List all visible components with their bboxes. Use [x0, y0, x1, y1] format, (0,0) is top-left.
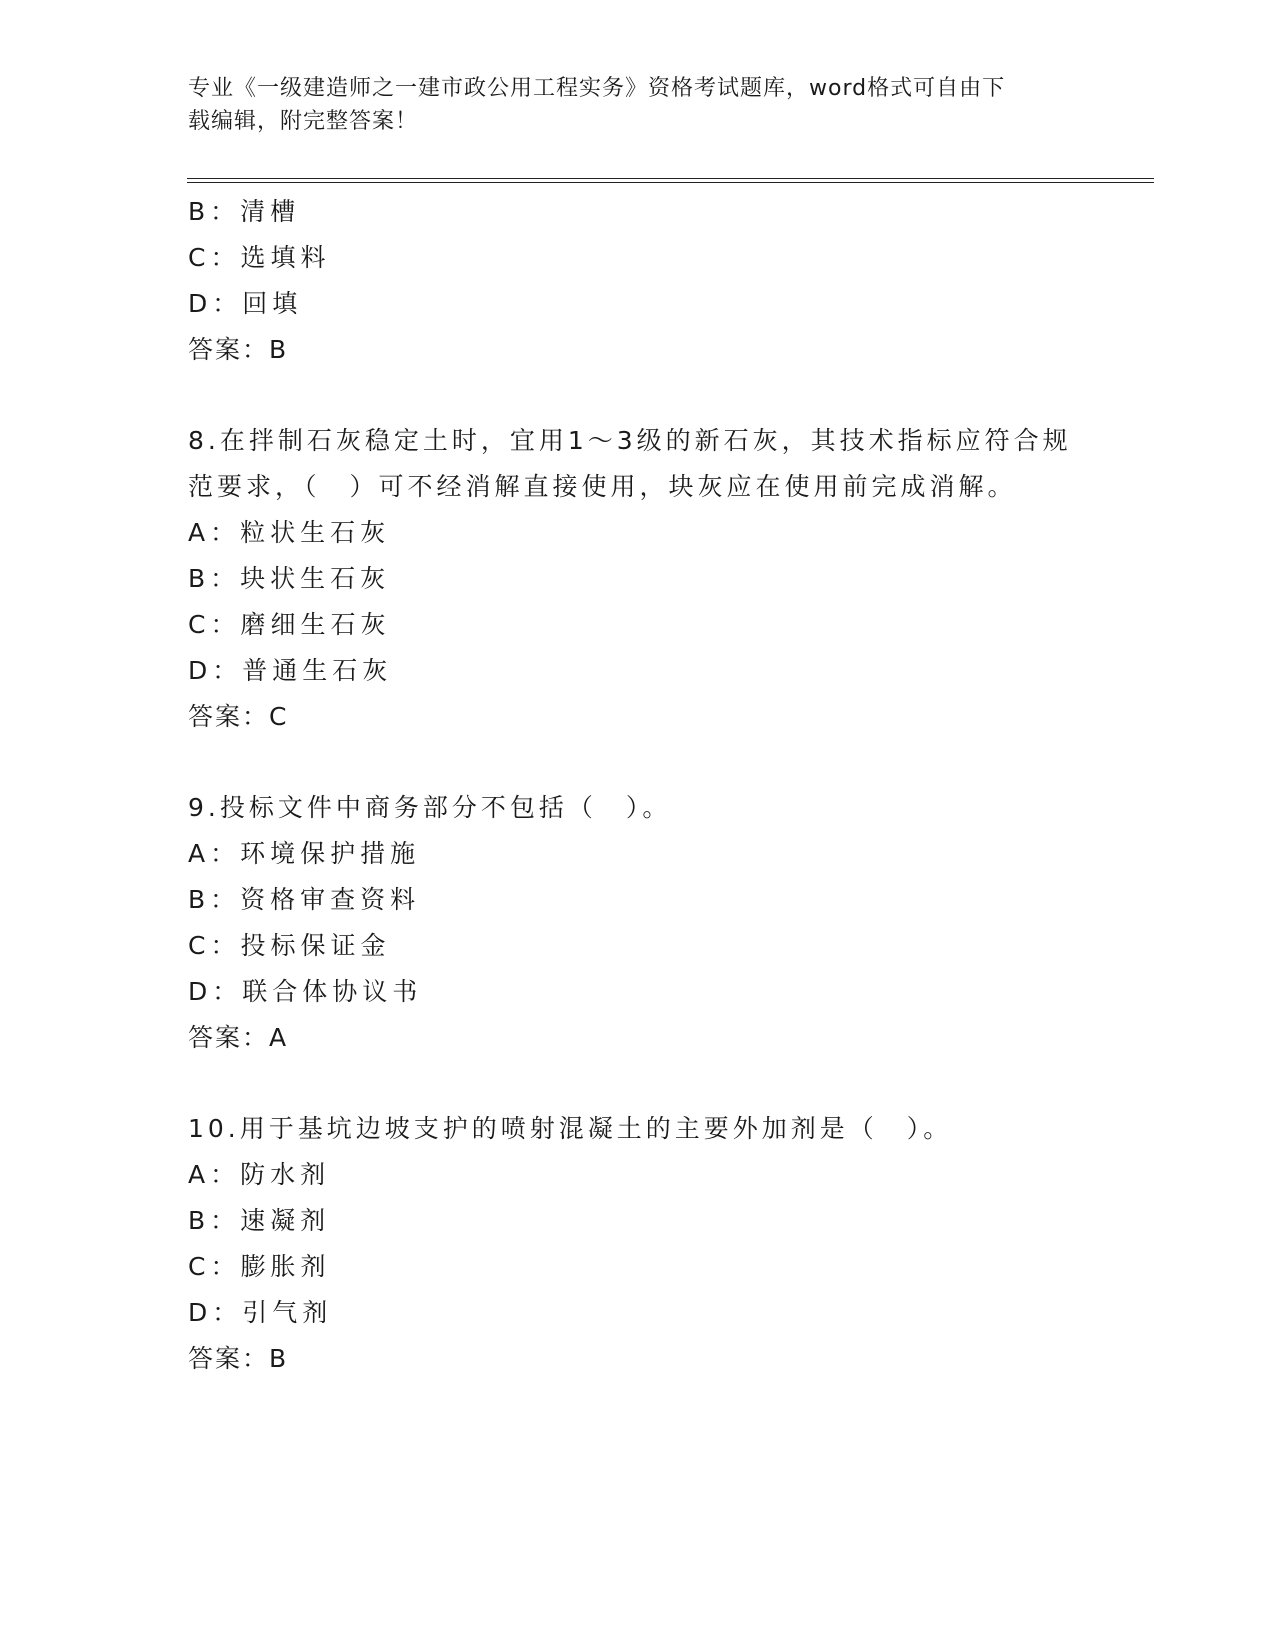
- document-header: [188, 72, 1068, 138]
- q8-option-d: D：普通生石灰: [188, 656, 393, 685]
- header-line-2: 载编辑，附完整答案！: [188, 109, 419, 134]
- question-7-continued: [188, 189, 1148, 373]
- q8-option-b: B：块状生石灰: [188, 564, 391, 593]
- spacer: [188, 373, 1148, 418]
- q8-stem-line-2: 范要求，（ ）可不经消解直接使用，块灰应在使用前完成消解。: [188, 472, 1017, 501]
- header-divider-top: [187, 178, 1154, 179]
- question-9: [188, 785, 1148, 1061]
- q9-stem-line-1: 9.投标文件中商务部分不包括（ ）。: [188, 793, 672, 822]
- q7-option-c: C：选填料: [188, 243, 331, 272]
- q8-option-a: A：粒状生石灰: [188, 518, 391, 547]
- question-8: [188, 418, 1148, 740]
- q10-option-b: B：速凝剂: [188, 1206, 331, 1235]
- q10-option-d: D：引气剂: [188, 1298, 333, 1327]
- q7-answer: 答案：B: [188, 335, 289, 364]
- q9-option-c: C：投标保证金: [188, 931, 391, 960]
- spacer: [188, 1061, 1148, 1106]
- q10-answer: 答案：B: [188, 1344, 289, 1373]
- spacer: [188, 740, 1148, 785]
- q9-answer: 答案：A: [188, 1023, 289, 1052]
- question-list: [188, 189, 1148, 1382]
- q7-option-b: B：清槽: [188, 197, 301, 226]
- question-10: [188, 1106, 1148, 1382]
- q10-option-c: C：膨胀剂: [188, 1252, 331, 1281]
- q7-option-d: D：回填: [188, 289, 303, 318]
- q8-option-c: C：磨细生石灰: [188, 610, 391, 639]
- q9-option-b: B：资格审查资料: [188, 885, 421, 914]
- q8-answer: 答案：C: [188, 702, 289, 731]
- q9-option-d: D：联合体协议书: [188, 977, 423, 1006]
- q10-stem-line-1: 10.用于基坑边坡支护的喷射混凝土的主要外加剂是（ ）。: [188, 1114, 953, 1143]
- header-divider-bottom: [187, 182, 1154, 183]
- q9-option-a: A：环境保护措施: [188, 839, 421, 868]
- q10-option-a: A：防水剂: [188, 1160, 331, 1189]
- q8-stem-line-1: 8.在拌制石灰稳定土时，宜用1～3级的新石灰，其技术指标应符合规: [188, 426, 1072, 455]
- header-line-1: 专业《一级建造师之一建市政公用工程实务》资格考试题库，word格式可自由下: [188, 76, 1006, 101]
